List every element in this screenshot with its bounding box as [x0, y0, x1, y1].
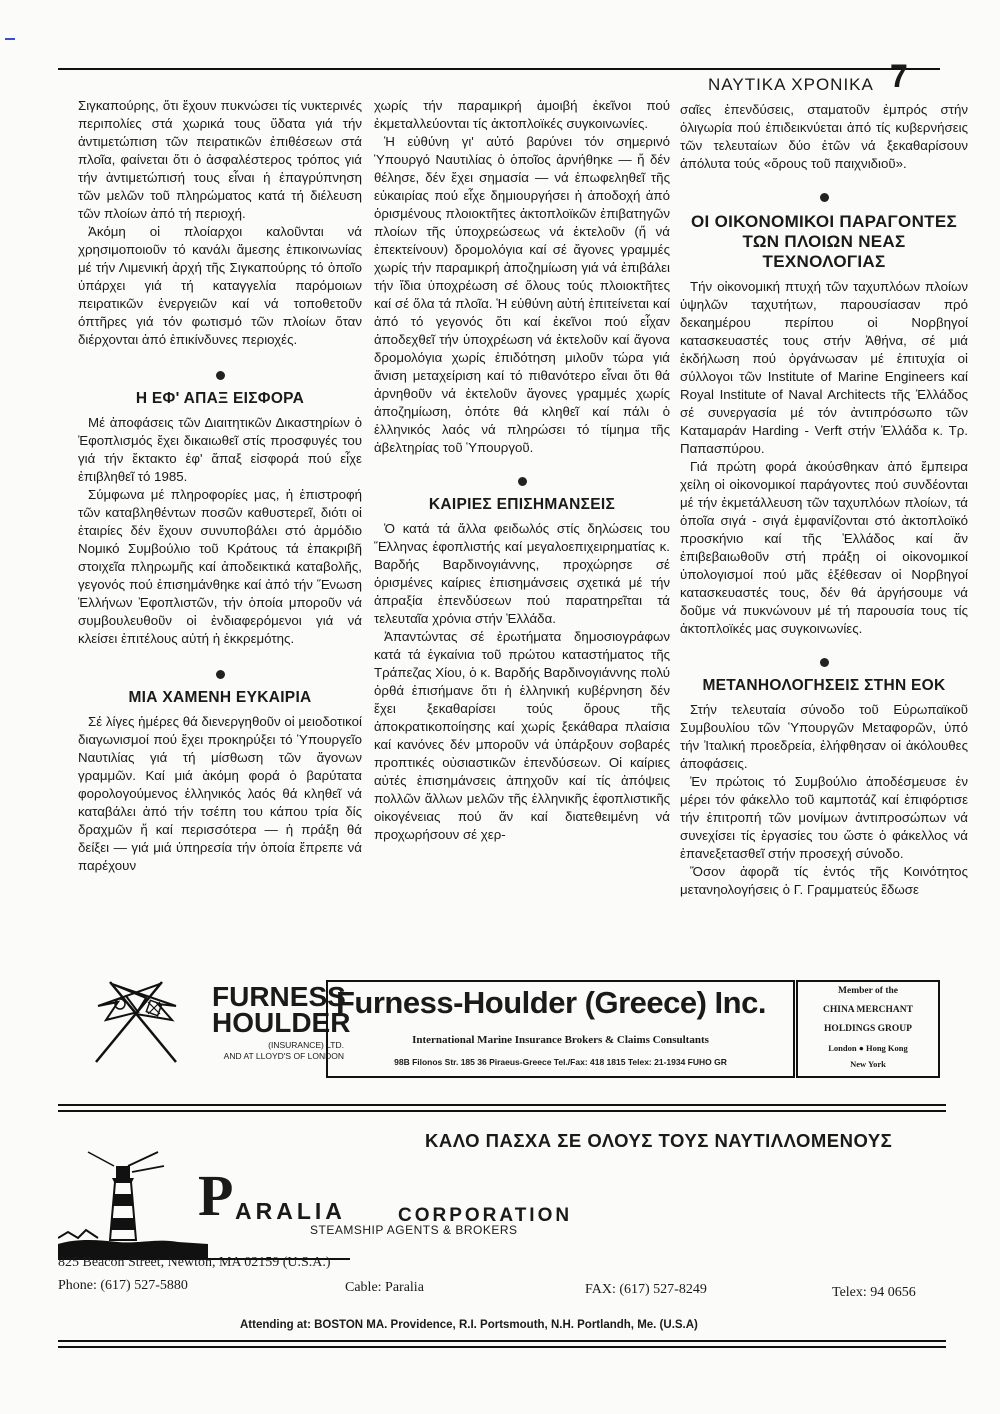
- publication-title: ΝΑΥΤΙΚΑ ΧΡΟΝΙΚΑ: [708, 75, 874, 94]
- column-1: [78, 97, 362, 875]
- article-heading: Η ΕΦ' ΑΠΑΞ ΕΙΣΦΟΡΑ: [135, 390, 305, 407]
- membership-line: New York: [850, 1059, 886, 1069]
- easter-greeting: ΚΑΛΟ ΠΑΣΧΑ ΣΕ ΟΛΟΥΣ ΤΟΥΣ ΝΑΥΤΙΛΛΟΜΕΝΟΥΣ: [425, 1130, 893, 1151]
- brand-subtitle: STEAMSHIP AGENTS & BROKERS: [310, 1223, 518, 1237]
- membership-line: HOLDINGS GROUP: [824, 1024, 912, 1034]
- paragraph: χωρίς τήν παραμικρή ἀμοιβή ἐκεῖνοι πού ἐκμεταλλεύονται τίς ἀκτοπλοϊκές συγκοινωνίες.: [374, 98, 670, 131]
- company-name: Furness-Houlder (Greece) Inc.: [336, 985, 766, 1020]
- lighthouse-icon: [58, 1148, 208, 1260]
- paralia-address: 825 Beacon Street, Newton, MA 02159 (U.S.A.): [58, 1255, 331, 1270]
- article-heading: ΚΑΙΡΙΕΣ ΕΠΙΣΗΜΑΝΣΕΙΣ: [428, 496, 616, 513]
- membership-box: [796, 980, 940, 1078]
- brand-initial: P: [198, 1163, 234, 1228]
- paragraph: Στήν τελευταία σύνοδο τοῦ Εὐρωπαϊκοῦ Συμβουλίου τῶν Ὑπουργῶν Μεταφορῶν, ὑπό τήν Ἰταλική προεδρεία, ἐλήφθησαν οἱ ἀκόλουθες ἀποφάσεις.: [680, 702, 968, 771]
- membership-line: London ● Hong Kong: [828, 1043, 908, 1053]
- bullet-icon: [518, 477, 527, 486]
- page-number: 7: [890, 58, 908, 94]
- paralia-cable: Cable: Paralia: [345, 1280, 424, 1295]
- paralia-phone: Phone: (617) 527-5880: [58, 1278, 188, 1293]
- bullet-icon: [820, 658, 829, 667]
- membership-line: Member of the: [838, 986, 898, 996]
- membership-line: CHINA MERCHANT: [823, 1005, 913, 1015]
- article-heading: ΜΙΑ ΧΑΜΕΝΗ ΕΥΚΑΙΡΙΑ: [128, 689, 312, 706]
- masthead-rule: [58, 68, 940, 70]
- paragraph: Γιά πρώτη φορά ἀκούσθηκαν ἀπό ἔμπειρα χείλη οἱ οἰκονομικοί παράγοντες πού συνδέονται μέ τήν ἐκμετάλλευση τῶν ταχυπλόων πλοίων, τά ὁποῖα σιγά - σιγά ἐμφανίζονται στό ἀκτοπλοϊκό προσκήνιο καί τῆς Ἑλλάδος καί ἄν ἐπιβεβαιωθοῦν στή πράξη οἱ οἰκονομικοί ὑπολογισμοί πού μᾶς ἐξέθεσαν οἱ Νορβηγοί κατασκευαστές τους, δέν θά ἀργήσουμε νά δοῦμε νά πυκνώνουν μέ τή παρουσία τους τίς ἀκτοπλοϊκές μας συγκοινωνίες.: [680, 459, 968, 636]
- paralia-fax: FAX: (617) 527-8249: [585, 1282, 707, 1297]
- paragraph: Ὁ κατά τά ἄλλα φειδωλός στίς δηλώσεις του Ἕλληνας ἐφοπλιστής καί μεγαλοεπιχειρηματίας κ. Βαρδής Βαρδινογιάννης, προχώρησε σέ ὁρισμένες καίριες ἐπισημάνσεις σχετικά μέ τήν ἀπραξία ἐπενδύσεων πού παρατηρεῖται τά τελευταῖα χρόνια στήν Ἑλλάδα.: [374, 521, 670, 626]
- paragraph: Τήν οἰκονομική πτυχή τῶν ταχυπλόων πλοίων ὑψηλῶν ταχυτήτων, παρουσίασαν πρό δεκαημέρου περίπου οἱ Νορβηγοί κατασκευαστές τους στήν Ἀθήνα, σέ μιά ἐκδήλωση πού ὀργάνωσαν μέ ἐπιτυχία οἱ σύλλογοι τῶν Institute of Marine Engineers καί Royal Institute of Naval Architects τῆς Ἑλλάδος σέ συνεργασία μέ τόν ἀντιπρόσωπο τῶν Καταμαράν Harding - Verft στήν Ἑλλάδα κ. Τρ. Παπασπύρου.: [680, 279, 968, 456]
- column-3: [680, 101, 968, 899]
- bullet-icon: [216, 670, 225, 679]
- paragraph: Μέ ἀποφάσεις τῶν Διαιτητικῶν Δικαστηρίων ὁ Ἐφοπλισμός ἔχει δικαιωθεῖ στίς προσφυγές του γιά τήν ἔκτακτο ἐφ' ἅπαξ εἰσφορά πού εἶχε ἐπιβληθεῖ τό 1985.: [78, 415, 362, 484]
- paragraph: Ἐν πρώτοις τό Συμβούλιο ἀποδέσμευσε ἐν μέρει τόν φάκελλο τοῦ καμποτάζ καί ἐπιφόρτισε τήν ἐπιτροπή τῶν μονίμων ἀντιπροσώπων νά συνεχίσει τίς ἐργασίες του ὥστε ὁ φάκελλος νά ἐπανεξετασθεῖ στήν προσεχή σύνοδο.: [680, 774, 968, 861]
- double-rule: [58, 1340, 946, 1348]
- column-2: [374, 97, 670, 844]
- furness-houlder-ad: [54, 968, 944, 1088]
- logo-word-furness: FURNESS: [212, 981, 346, 1012]
- paragraph: Σιγκαπούρης, ὅτι ἔχουν πυκνώσει τίς νυκτερινές περιπολίες στά χωρικά τους ὕδατα γιά τήν ἀντιμετώπιση τῶν πειρατικῶν ἐπιθέσεων στά πλοῖα, φαίνεται ὅτι ὁ ἀσφαλέστερος τρόπος γιά τήν ἀντιμετώπισή τους εἶναι ἡ ἐπαγρύπνηση τῶν μελῶν τοῦ πληρώματος κατά τή διέλευση τῶν πλοίων ἀπό τή περιοχή.: [78, 98, 362, 221]
- company-tagline: International Marine Insurance Brokers & Claims Consultants: [412, 1034, 709, 1046]
- paragraph: σαῖες ἐπενδύσεις, σταματοῦν ἐμπρός στήν ὀλιγωρία πού ἐπιδεικνύεται ἀπό τίς κυβερνήσεις τῶν τελευταίων δύο ἐτῶν νά ξεκαθαρίσουν ἀπόλυτα τούς «ὅρους τοῦ παιχνιδιοῦ».: [680, 102, 968, 171]
- paragraph: Ἀκόμη οἱ πλοίαρχοι καλοῦνται νά χρησιμοποιοῦν τό κανάλι ἄμεσης ἐπικοινωνίας μέ τήν Λιμενική ἀρχή τῆς Σιγκαπούρης τό ὁποῖο ὑπάρχει γιά τή καταγγελία παρόμοιων πειρατικῶν ἐνεργειῶν καί νά τοποθετοῦν όπτῆρες γιά τόν φωτισμό τῶν πλοίων ὅταν διέρχονται ἀπό ἐπικίνδυνες περιοχές.: [78, 224, 362, 347]
- paragraph: Ἡ εὐθύνη γι' αὐτό βαρύνει τόν σημερινό Ὑπουργό Ναυτιλίας ὁ ὁποῖος ἀρνήθηκε — ἤ δέν θέλησε, δέν ἔχει σημασία — νά ἐπωφεληθεῖ τῆς εὐκαιρίας πού εἶχε δημιουργήσει ἡ ἀποδοχή ἀπό ὁρισμένους πλοιοκτῆτες ἀκτοπλοϊκῶν ἐπιβατηγῶν πλοίων τῆς ὑποχρεώσεως νά ἐκτελοῦν (ἤ νά ἐπεκτείνουν) δρομολόγια καί σέ ἄγονες γραμμές χωρίς τήν παραμικρή ἀποζημίωση γιά νά ἐπιβάλει τήν ἴδια ὑποχρέωση σέ ὅλους τούς πλοιοκτῆτες καί σέ ὅλα τά πλοῖα. Ἡ εὐθύνη αὐτή ἐπιτείνεται καί ἀπό τό γεγονός ὅτι καί ἐκεῖνοι πού εἶχαν ἀποδεχθεῖ τήν ὑποχρέωση νά ἐκτελοῦν καί ἄγονα δρομολόγια χωρίς ἐπιδότηση μιλοῦν τώρα γιά ἄνιση μεταχείριση καί τό πιθανότερο εἶναι ὅτι θά ἀρνηθοῦν νά ἐκτελοῦν ἄγονες γραμμές χωρίς ἀποζημίωση, ὁπότε θά κληθεῖ καί πάλι ὁ ἑλληνικός λαός νά πληρώσει τό τίμημα τῆς ἀβελτηρίας τοῦ Ὑπουργοῦ.: [374, 134, 670, 455]
- article-heading: ΟΙ ΟΙΚΟΝΟΜΙΚΟΙ ΠΑΡΑΓΟΝΤΕΣ ΤΩΝ ΠΛΟΙΩΝ ΝΕΑΣ ΤΕΧΝΟΛΟΓΙΑΣ: [691, 212, 957, 271]
- brand-name: ARALIA: [235, 1198, 346, 1224]
- paragraph: Σύμφωνα μέ πληροφορίες μας, ἡ ἐπιστροφή τῶν καταβληθέντων ποσῶν καθυστερεῖ, διότι οἱ ἑταιρίες δέν ἔχουν συνυποβάλει στό ἁρμόδιο Νομικό Συμβούλιο τοῦ Κράτους τά ἐπακριβῆ στοιχεῖα πληρωμῆς καί ἀποδεικτικά καταβολῆς, γεγονός πού ἐπισημάνθηκε καί ἀπό τήν Ἕνωση Ἑλλήνων Ἐφοπλιστῶν, τήν ὁποία μποροῦν νά συμβουλευθοῦν οἱ ἐνδιαφερόμενοι γιά νά κλείσει ἐπιτέλους αὐτή ἡ ἐκκρεμότης.: [78, 487, 362, 646]
- logo-subtitle: AND AT LLOYD'S OF LONDON: [223, 1051, 344, 1061]
- double-rule: [58, 1104, 946, 1112]
- paralia-telex: Telex: 94 0656: [832, 1285, 916, 1300]
- margin-mark: [5, 38, 15, 40]
- bullet-icon: [820, 193, 829, 202]
- paragraph: Ἀπαντώντας σέ ἐρωτήματα δημοσιογράφων κατά τά ἐγκαίνια τοῦ πρώτου καταστήματος τῆς Τράπεζας Χίου, ὁ κ. Βαρδής Βαρδινογιάννης πολύ ὀρθά ἐπισήμανε ὅτι ἡ ἑλληνική κυβέρνηση δέν ἔχει ξεκαθαρίσει τούς ὅρους τῆς ἀποκρατικοποίησης καί χωρίς ξεκάθαρα πλαίσια καί κανόνες δέν μποροῦν νά ὑπάρξουν σοβαρές προπτικές οὐσιαστικῶν ἐπενδύσεων. Οἱ καίριες αὐτές ἐπισημάνσεις ἀπηχοῦν καί τίς ἀπόψεις πολλῶν ἄλλων μελῶν τῆς ἑλληνικῆς ἐφοπλιστικῆς οἰκογένειας πού ἄν καί διατεθειμένη νά προχωρήσουν σέ χερ-: [374, 629, 670, 842]
- paragraph: Ὅσον ἀφορᾶ τίς ἐντός τῆς Κοινότητος μετανηολογήσεις ὁ Γ. Γραμματεύς ἔδωσε: [680, 864, 968, 897]
- logo-word-houlder: HOULDER: [212, 1007, 351, 1038]
- bullet-icon: [216, 371, 225, 380]
- logo-subtitle: (INSURANCE) LTD.: [268, 1040, 344, 1050]
- paragraph: Σέ λίγες ἡμέρες θά διενεργηθοῦν οἱ μειοδοτικοί διαγωνισμοί πού ἔχει προκηρύξει τό Ὑπουργεῖο Ναυτιλίας γιά τή μίσθωση τῶν ἄγονων γραμμῶν. Καί μιά ἀκόμη φορά ὁ βαρύτατα φορολογούμενος ἑλληνικός λαός θά κληθεῖ νά καταβάλει ἀπό τήν τσέπη του κάπου τρία δίς δραχμῶν ἤ καί περισσότερα — ἡ πράξη θά δείξει — γιά μιά ὑπηρεσία τήν ὁποία ἔπρεπε νά παρέχουν: [78, 714, 362, 873]
- brand-corporation: CORPORATION: [398, 1205, 573, 1226]
- article-heading: ΜΕΤΑΝΗΟΛΟΓΗΣΕΙΣ ΣΤΗΝ ΕΟΚ: [702, 677, 946, 694]
- attending-locations: Attending at: BOSTON MA. Providence, R.I. Portsmouth, N.H. Portlandh, Me. (U.S.A): [240, 1319, 698, 1331]
- furness-company-box: [326, 980, 795, 1078]
- company-address: 98B Filonos Str. 185 36 Piraeus-Greece Tel./Fax: 418 1815 Telex: 21-1934 FUHO GR: [394, 1057, 727, 1067]
